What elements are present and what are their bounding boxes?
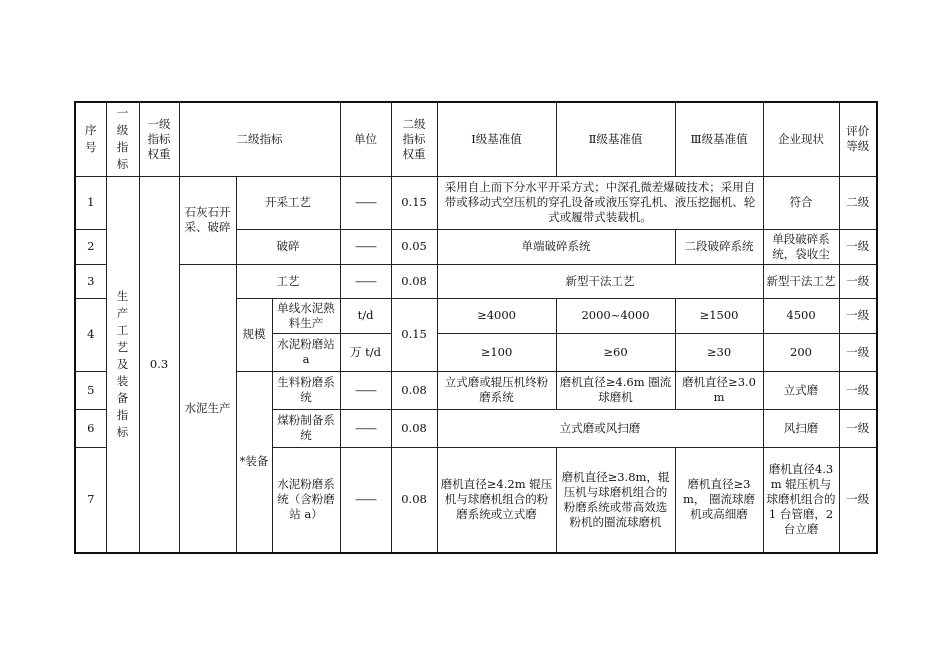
status-cell: 新型干法工艺 [763,264,839,298]
header-level1: 一级指标 [106,102,139,176]
header-benchmark-2: Ⅱ级基准值 [556,102,675,176]
grade-cell: 一级 [839,229,877,264]
weight-cell: 0.08 [391,409,437,447]
unit-cell: —— [340,229,391,264]
header-level2-weight: 二级指标权重 [391,102,437,176]
status-cell: 风扫磨 [763,409,839,447]
unit-cell: —— [340,176,391,229]
benchmark-cell: 立式磨或辊压机终粉磨系统 [437,371,556,409]
header-grade: 评价等级 [839,102,877,176]
benchmark-cell: 采用自上而下分水平开采方式；中深孔微差爆破技术；采用自带或移动式空压机的穿孔设备或液压穿孔机、液压挖掘机、轮式或履带式装载机。 [437,176,763,229]
grade-cell: 一级 [839,333,877,371]
row-number: 2 [75,229,106,264]
grade-cell: 二级 [839,176,877,229]
header-benchmark-3: Ⅲ级基准值 [675,102,763,176]
table-row [75,264,877,298]
indicator-name: 开采工艺 [236,176,340,229]
status-cell: 200 [763,333,839,371]
benchmark-cell: ≥1500 [675,298,763,333]
table-row [75,176,877,229]
header-row [75,102,877,176]
weight-cell: 0.15 [391,298,437,371]
level1-indicator: 生产工艺及装备指标 [106,176,139,553]
benchmark-cell: 磨机直径≥3.8m，辊压机与球磨机组合的粉磨系统或带高效选粉机的圈流球磨机 [556,447,675,553]
indicator-name: 破碎 [236,229,340,264]
indicator-table [74,101,878,554]
row-number: 4 [75,298,106,371]
grade-cell: 一级 [839,298,877,333]
header-benchmark-1: Ⅰ级基准值 [437,102,556,176]
grade-cell: 一级 [839,447,877,553]
subcategory-equipment: *装备 [236,371,272,553]
header-status: 企业现状 [763,102,839,176]
row-number: 1 [75,176,106,229]
benchmark-cell: ≥4000 [437,298,556,333]
unit-cell: —— [340,447,391,553]
indicator-name: 水泥粉磨系统（含粉磨站 a） [272,447,340,553]
benchmark-cell: 新型干法工艺 [437,264,763,298]
row-number: 5 [75,371,106,409]
indicator-name: 煤粉制备系统 [272,409,340,447]
benchmark-cell: 2000~4000 [556,298,675,333]
benchmark-cell: ≥60 [556,333,675,371]
row-number: 6 [75,409,106,447]
status-cell: 单段破碎系统，袋收尘 [763,229,839,264]
benchmark-cell: ≥30 [675,333,763,371]
status-cell: 磨机直径4.3m 辊压机与球磨机组合的 1 台管磨，2 台立磨 [763,447,839,553]
benchmark-cell: 二段破碎系统 [675,229,763,264]
status-cell: 符合 [763,176,839,229]
unit-cell: 万 t/d [340,333,391,371]
benchmark-cell: 单端破碎系统 [437,229,675,264]
indicator-name: 生料粉磨系统 [272,371,340,409]
benchmark-cell: 立式磨或风扫磨 [437,409,763,447]
unit-cell: —— [340,409,391,447]
row-number: 3 [75,264,106,298]
indicator-name: 工艺 [236,264,340,298]
weight-cell: 0.08 [391,371,437,409]
header-level1-weight: 一级指标权重 [139,102,179,176]
unit-cell: —— [340,371,391,409]
grade-cell: 一级 [839,371,877,409]
benchmark-cell: ≥100 [437,333,556,371]
weight-cell: 0.05 [391,229,437,264]
weight-cell: 0.08 [391,447,437,553]
indicator-name: 水泥粉磨站 a [272,333,340,371]
grade-cell: 一级 [839,409,877,447]
category-limestone: 石灰石开采、破碎 [179,176,236,264]
level1-weight: 0.3 [139,176,179,553]
header-seq: 序号 [75,102,106,176]
benchmark-cell: 磨机直径≥3m， 圈流球磨机或高细磨 [675,447,763,553]
weight-cell: 0.15 [391,176,437,229]
status-cell: 4500 [763,298,839,333]
subcategory-scale: 规模 [236,298,272,371]
weight-cell: 0.08 [391,264,437,298]
indicator-name: 单线水泥熟料生产 [272,298,340,333]
benchmark-cell: 磨机直径≥4.2m 辊压机与球磨机组合的粉磨系统或立式磨 [437,447,556,553]
status-cell: 立式磨 [763,371,839,409]
header-unit: 单位 [340,102,391,176]
grade-cell: 一级 [839,264,877,298]
benchmark-cell: 磨机直径≥4.6m 圈流球磨机 [556,371,675,409]
unit-cell: —— [340,264,391,298]
benchmark-cell: 磨机直径≥3.0m [675,371,763,409]
category-cement: 水泥生产 [179,264,236,553]
row-number: 7 [75,447,106,553]
header-level2: 二级指标 [179,102,340,176]
unit-cell: t/d [340,298,391,333]
